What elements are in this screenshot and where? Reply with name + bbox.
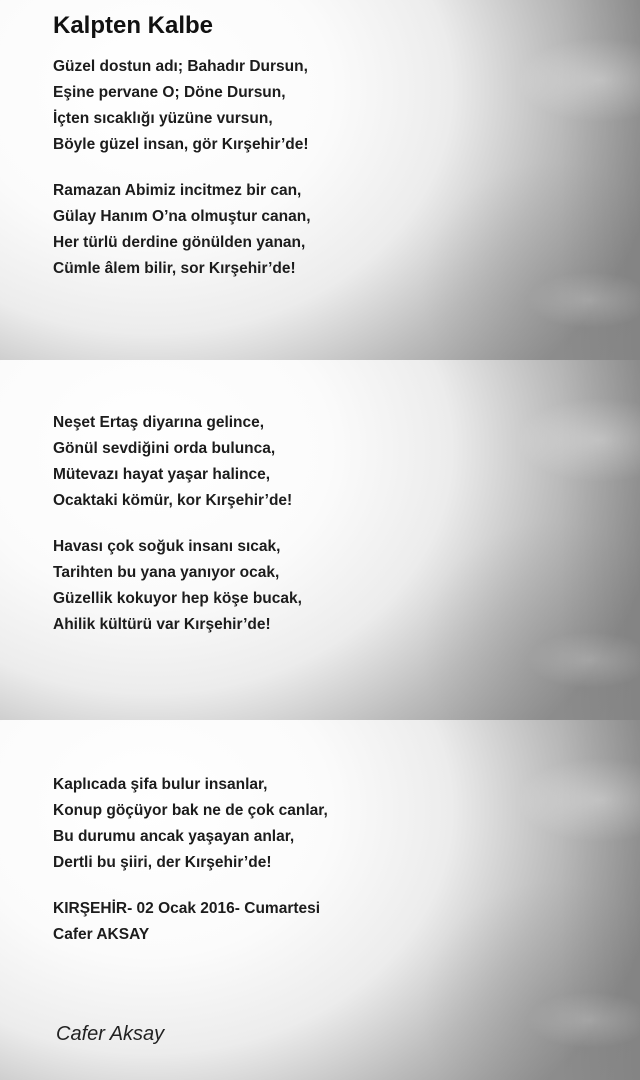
- stanza-3: [53, 410, 613, 514]
- poem-content-2: [53, 410, 613, 638]
- poem-panel-3: [0, 720, 640, 1080]
- poem-line: Havası çok soğuk insanı sıcak,: [53, 538, 281, 555]
- poem-line: Ahilik kültürü var Kırşehir’de!: [53, 616, 271, 633]
- stanza-2: [53, 178, 613, 282]
- poem-line: Tarihten bu yana yanıyor ocak,: [53, 564, 280, 581]
- poem-content-1: [53, 0, 613, 282]
- poem-line: Her türlü derdine gönülden yanan,: [53, 234, 306, 251]
- poem-line: Eşine pervane O; Döne Dursun,: [53, 84, 286, 101]
- poem-line: Güzel dostun adı; Bahadır Dursun,: [53, 58, 308, 75]
- author-caption: Cafer Aksay: [56, 1023, 165, 1045]
- poem-line: Böyle güzel insan, gör Kırşehir’de!: [53, 136, 309, 153]
- stanza-1: [53, 54, 613, 158]
- poem-line: Ramazan Abimiz incitmez bir can,: [53, 182, 302, 199]
- poem-line: Gönül sevdiğini orda bulunca,: [53, 440, 276, 457]
- stanza-5: [53, 772, 613, 876]
- poem-line: Konup göçüyor bak ne de çok canlar,: [53, 802, 328, 819]
- poem-line: Cümle âlem bilir, sor Kırşehir’de!: [53, 260, 296, 277]
- poem-content-3: [53, 772, 613, 948]
- poem-line: Neşet Ertaş diyarına gelince,: [53, 414, 265, 431]
- poem-line: Bu durumu ancak yaşayan anlar,: [53, 828, 295, 845]
- poem-line: Güzellik kokuyor hep köşe bucak,: [53, 590, 302, 607]
- poem-line: Kaplıcada şifa bulur insanlar,: [53, 776, 268, 793]
- poem-line: Mütevazı hayat yaşar halince,: [53, 466, 271, 483]
- poem-panel-2: [0, 360, 640, 720]
- poem-line: İçten sıcaklığı yüzüne vursun,: [53, 110, 273, 127]
- poem-title: Kalpten Kalbe: [53, 12, 214, 39]
- poem-panel-1: [0, 0, 640, 360]
- poem-line: Gülay Hanım O’na olmuştur canan,: [53, 208, 311, 225]
- poem-date-place: KIRŞEHİR- 02 Ocak 2016- Cumartesi: [53, 900, 321, 917]
- poem-line: Dertli bu şiiri, der Kırşehir’de!: [53, 854, 272, 871]
- poem-signature: [53, 896, 613, 948]
- stanza-4: [53, 534, 613, 638]
- poem-line: Ocaktaki kömür, kor Kırşehir’de!: [53, 492, 293, 509]
- poem-author-name: Cafer AKSAY: [53, 926, 150, 943]
